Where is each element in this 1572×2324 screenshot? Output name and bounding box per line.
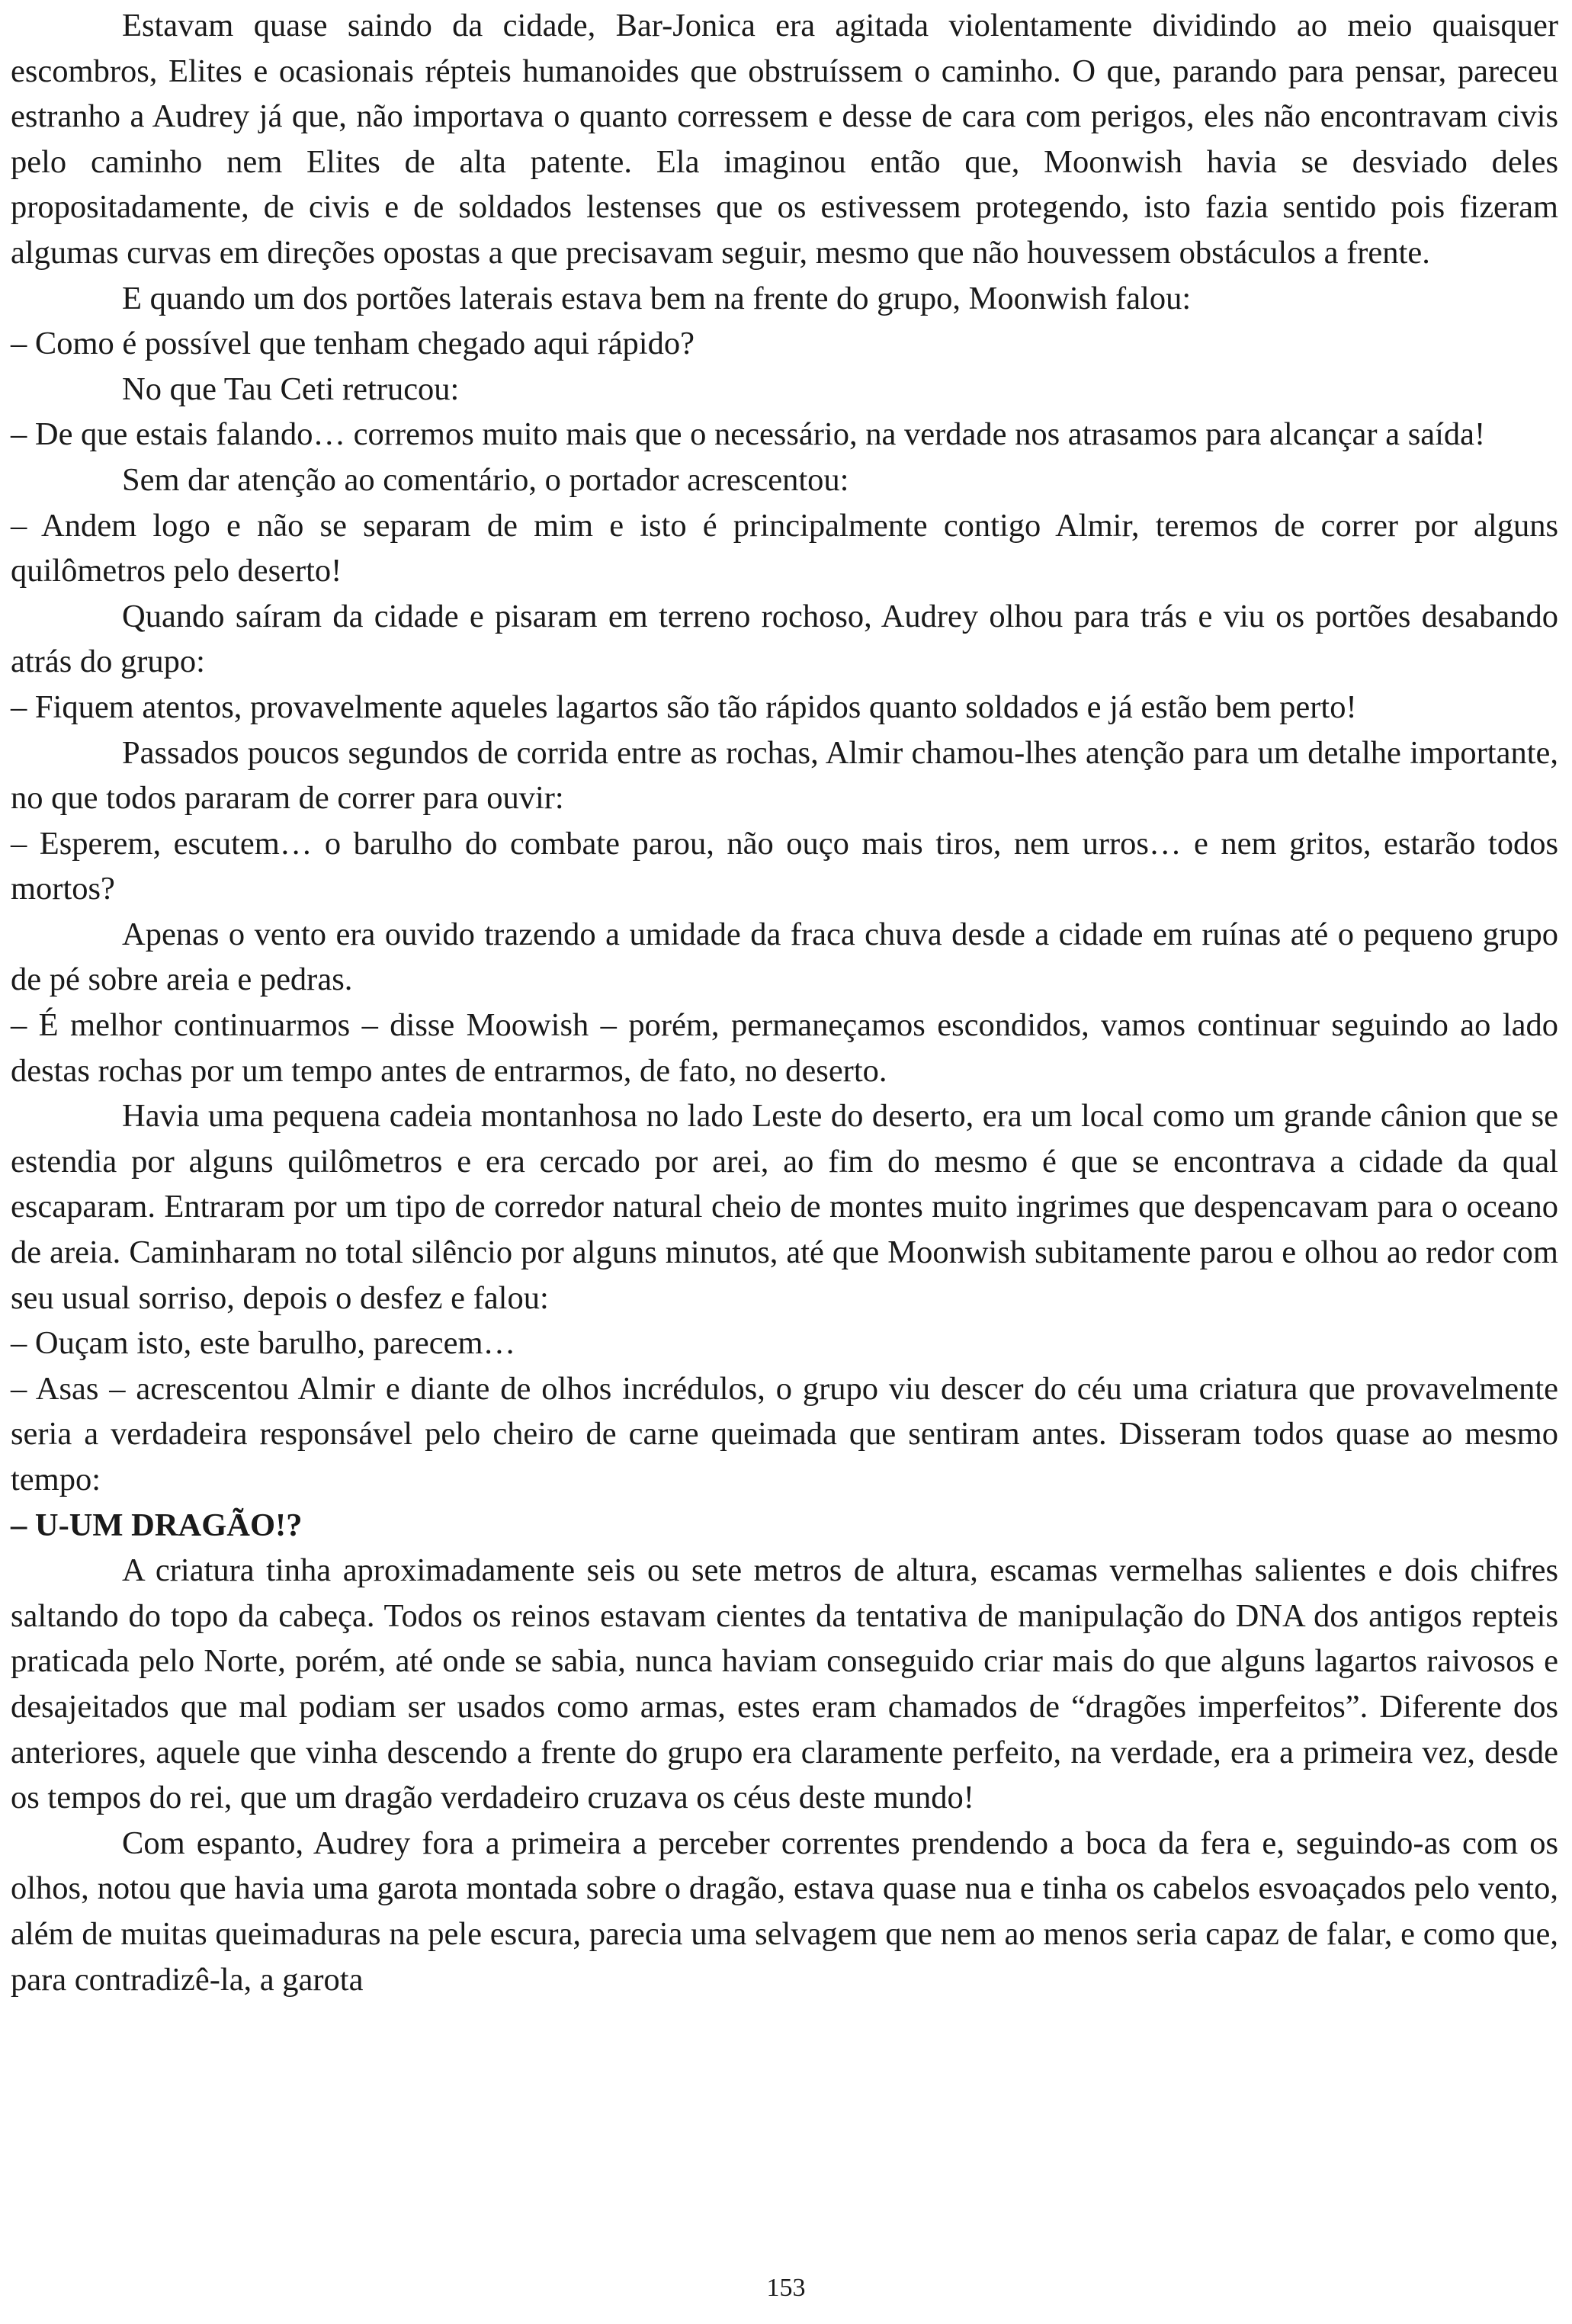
paragraph-7: Apenas o vento era ouvido trazendo a umidade da fraca chuva desde a cidade em ruínas até o pequeno grupo de pé sobre areia e pedras. [11, 916, 1558, 998]
paragraph-6: Passados poucos segundos de corrida entre as rochas, Almir chamou-lhes atenção para um detalhe importante, no que todos pararam de correr para ouvir: [11, 734, 1558, 817]
paragraph-9: A criatura tinha aproximadamente seis ou sete metros de altura, escamas vermelhas salientes e dois chifres saltando do topo da cabeça. Todos os reinos estavam cientes da tentativa de manipulação do DNA dos antigos repteis praticada pelo Norte, porém, até onde se sabia, nunca haviam conseguido criar mais do que alguns lagartos raivosos e desajeitados que mal podiam ser usados como armas, estes eram chamados de “dragões imperfeitos”. Diferente dos anteriores, aquele que vinha descendo a frente do grupo era claramente perfeito, na verdade, era a primeira vez, desde os tempos do rei, que um dragão verdadeiro cruzava os céus deste mundo! [11, 1552, 1558, 1816]
dialogue-line-8: – Asas – acrescentou Almir e diante de olhos incrédulos, o grupo viu descer do céu uma criatura que provavelmente seria a verdadeira responsável pelo cheiro de carne queimada que sentiram antes. Disseram todos quase ao mesmo tempo: [11, 1370, 1558, 1497]
paragraph-2: E quando um dos portões laterais estava bem na frente do grupo, Moonwish falou: [122, 280, 1192, 316]
paragraph-1: Estavam quase saindo da cidade, Bar-Jonica era agitada violentamente dividindo ao meio quaisquer escombros, Elites e ocasionais répteis humanoides que obstruíssem o caminho. O que, parando para pensar, pareceu estranho a Audrey já que, não importava o quanto corressem e desse de cara com perigos, eles não encontravam civis pelo caminho nem Elites de alta patente. Ela imaginou então que, Moonwish havia se desviado deles propositadamente, de civis e de soldados lestenses que os estivessem protegendo, isto fazia sentido pois fizeram algumas curvas em direções opostas a que precisavam seguir, mesmo que não houvessem obstáculos a frente. [11, 8, 1558, 271]
dialogue-line-2: – De que estais falando… corremos muito mais que o necessário, na verdade nos atrasamos para alcançar a saída! [11, 416, 1486, 453]
page-body [11, 3, 1558, 2002]
bold-exclamation: – U-UM DRAGÃO!? [11, 1507, 303, 1543]
dialogue-line-4: – Fiquem atentos, provavelmente aqueles lagartos são tão rápidos quanto soldados e já estão bem perto! [11, 689, 1357, 725]
dialogue-line-3: – Andem logo e não se separam de mim e isto é principalmente contigo Almir, teremos de correr por alguns quilômetros pelo deserto! [11, 507, 1558, 589]
dialogue-line-1: – Como é possível que tenham chegado aqui rápido? [11, 326, 695, 362]
paragraph-3: No que Tau Ceti retrucou: [122, 371, 460, 407]
dialogue-line-6: – É melhor continuarmos – disse Moowish – porém, permaneçamos escondidos, vamos continuar seguindo ao lado destas rochas por um tempo antes de entrarmos, de fato, no deserto. [11, 1007, 1558, 1089]
dialogue-line-5: – Esperem, escutem… o barulho do combate parou, não ouço mais tiros, nem urros… e nem gritos, estarão todos mortos? [11, 825, 1558, 907]
paragraph-8: Havia uma pequena cadeia montanhosa no lado Leste do deserto, era um local como um grande cânion que se estendia por alguns quilômetros e era cercado por arei, ao fim do mesmo é que se encontrava a cidade da qual escaparam. Entraram por um tipo de corredor natural cheio de montes muito ingrimes que despencavam para o oceano de areia. Caminharam no total silêncio por alguns minutos, até que Moonwish subitamente parou e olhou ao redor com seu usual sorriso, depois o desfez e falou: [11, 1098, 1558, 1316]
paragraph-10: Com espanto, Audrey fora a primeira a perceber correntes prendendo a boca da fera e, seguindo-as com os olhos, notou que havia uma garota montada sobre o dragão, estava quase nua e tinha os cabelos esvoaçados pelo vento, além de muitas queimaduras na pele escura, parecia uma selvagem que nem ao menos seria capaz de falar, e como que, para contradizê-la, a garota [11, 1825, 1558, 1998]
dialogue-line-7: – Ouçam isto, este barulho, parecem… [11, 1325, 516, 1362]
page-number: 153 [766, 2274, 806, 2302]
paragraph-4: Sem dar atenção ao comentário, o portador acrescentou: [122, 461, 849, 498]
paragraph-5: Quando saíram da cidade e pisaram em terreno rochoso, Audrey olhou para trás e viu os portões desabando atrás do grupo: [11, 598, 1558, 680]
